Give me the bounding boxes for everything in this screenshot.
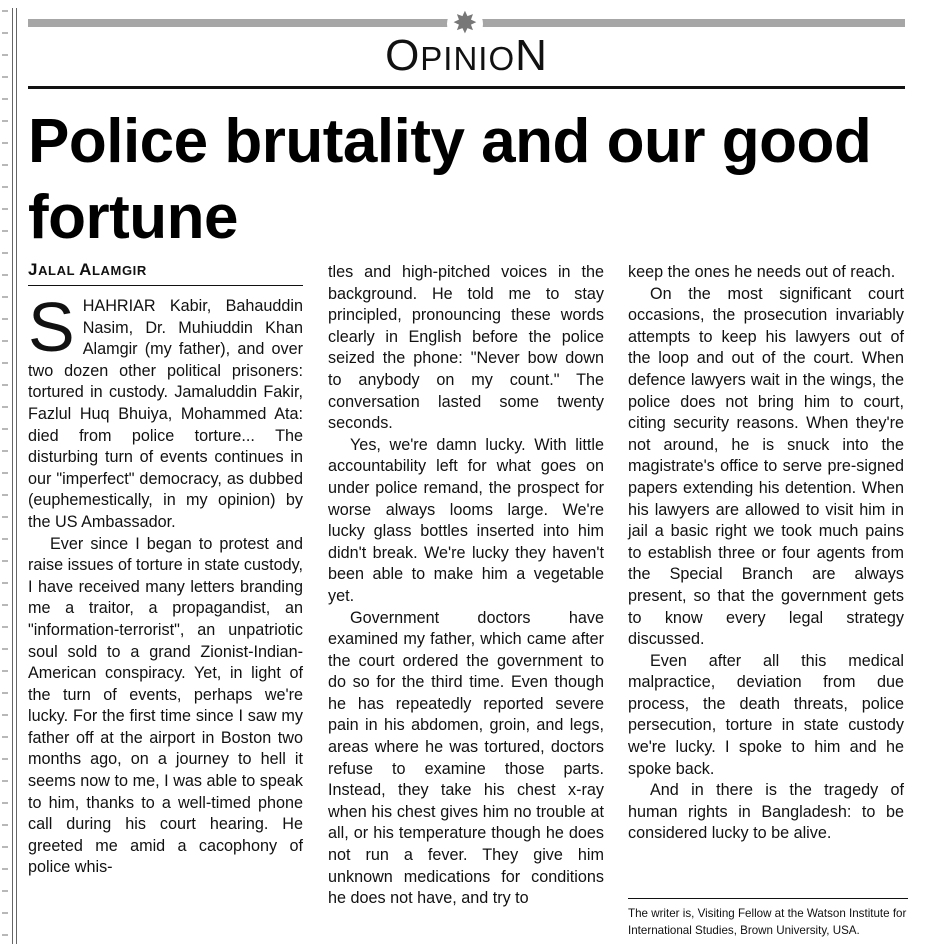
- section-title-final: N: [515, 31, 548, 80]
- article-column-1: [28, 258, 303, 879]
- paragraph: Yes, we're damn lucky. With little accountability left for what goes on under police remand, the prospect for worse always looms large. We're lucky glass bottles inserted into him didn't break. We're lucky they haven't been able to make him a vegetable yet.: [328, 435, 604, 605]
- byline-initial-first: J: [28, 260, 39, 279]
- section-title-initial: O: [385, 31, 421, 80]
- paragraph: Ever since I began to protest and raise issues of torture in state custody, I have received many letters branding me a traitor, a propagandist, an "information-terrorist", an unpatriotic soul sold to a grand Zionist-Indian-American conspiracy. Yet, in light of the turn of events, perhaps we're lucky. For the first time since I saw my father off at the airport in Boston two months ago, on a journey to hell it seems now to me, I was able to speak to him, thanks to a well-timed phone call during his court hearing. He greeted me amid a cacophony of police whis-: [28, 534, 304, 877]
- article-column-3: [628, 262, 904, 845]
- byline: [28, 258, 303, 286]
- drop-cap: S: [28, 288, 75, 366]
- paragraph: keep the ones he needs out of reach.: [628, 263, 896, 281]
- byline-rest-last: LAMGIR: [92, 263, 147, 278]
- star-ornament-icon: ✸: [447, 6, 483, 42]
- paragraph: And in there is the tragedy of human rights in Bangladesh: to be considered lucky to be alive.: [628, 781, 904, 843]
- author-footnote: The writer is, Visiting Fellow at the Watson Institute for International Studies, Brown University, USA.: [628, 898, 908, 939]
- section-title: [28, 30, 905, 82]
- article-headline: Police brutality and our good fortune: [28, 107, 872, 252]
- page-margin-ticks: [2, 10, 8, 940]
- paragraph: Even after all this medical malpractice, deviation from due process, the death threats, police persecution, torture in state custody we're lucky. I spoke to him and he spoke back.: [628, 651, 904, 778]
- paragraph: Government doctors have examined my father, which came after the court ordered the government to do so for the third time. Even though he has repeatedly reported severe pain in his abdomen, groin, and legs, areas where he was tortured, doctors refuse to examine those parts. Instead, they take his chest x-ray when his chest gives him no trouble at all, or his temperature though he does not run a fever. They give him unknown medications for conditions he does not have, and try to: [328, 608, 604, 908]
- article-column-2: [328, 262, 604, 910]
- paragraph: tles and high-pitched voices in the background. He told me to stay principled, pronouncing these words clearly in English before the police seized the phone: "Never bow down to anybody on my count." The conversation lasted some twenty seconds.: [328, 263, 604, 433]
- paragraph-text: HAHRIAR Kabir, Bahauddin Nasim, Dr. Muhiuddin Khan Alamgir (my father), and over two dozen other political prisoners: tortured in custody. Jamaluddin Fakir, Fazlul Huq Bhuiya, Mohammed Ata: died from police torture... The disturbing turn of events continues in our "imperfect" democracy, as dubbed (euphemestically, in my opinion) by the US Ambassador.: [28, 297, 303, 531]
- section-rule: [28, 86, 905, 89]
- section-title-middle: PINIO: [420, 40, 516, 77]
- paragraph: [28, 288, 303, 534]
- byline-rest-first: ALAL: [38, 263, 80, 278]
- page-margin-rule: [12, 8, 17, 944]
- byline-initial-last: A: [79, 260, 92, 279]
- paragraph: On the most significant court occasions, the prosecution invariably attempts to keep his lawyers out of the loop and out of the court. When defence lawyers wait in the wings, the police does not bring him to court, citing security reasons. When they're not around, he is snuck into the magistrate's office to serve pre-signed papers extending his detention. When his lawyers are allowed to visit him in jail a basic right we took much pains to establish three or four agents from the Special Branch are always present, so that the government gets to know every legal strategy discussed.: [628, 284, 904, 649]
